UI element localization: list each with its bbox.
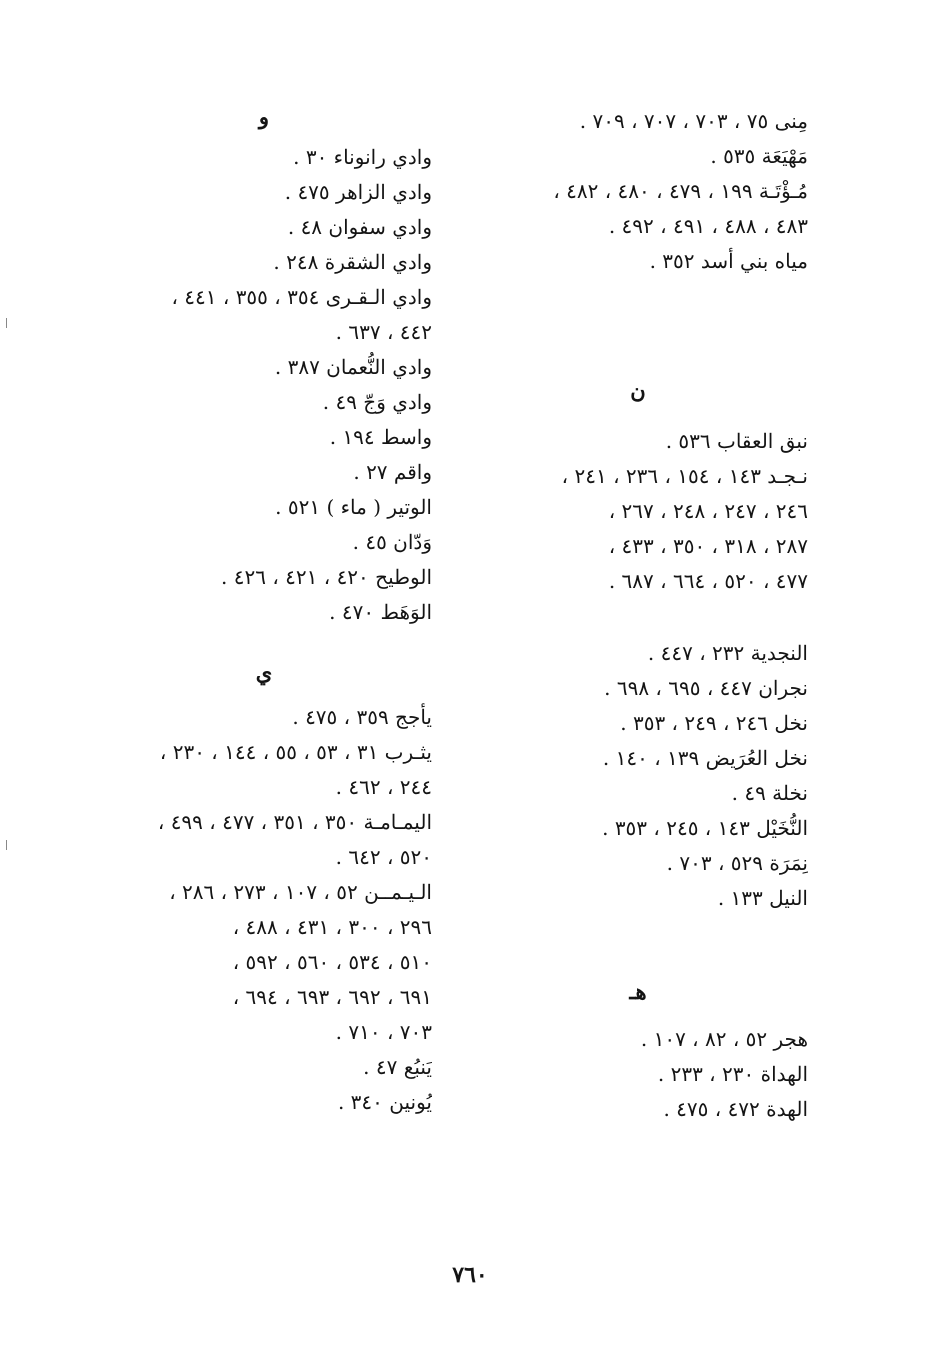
index-entry-line: وادي النُّعمان ٣٨٧ . [274,355,432,379]
index-entry-line: مِنى ٧٥ ، ٧٠٣ ، ٧٠٧ ، ٧٠٩ . [579,109,808,133]
index-entry [96,385,432,420]
index-entry-line: الوَهَط ٤٧٠ . [329,600,432,624]
index-entry-line: الوتير ( ماء ) ٥٢١ . [275,495,432,519]
index-entry-line: وَدّان ٤٥ . [352,530,432,554]
index-entry-line: نِمَرَة ٥٢٩ ، ٧٠٣ . [666,851,808,875]
index-entry-line: الهداة ٢٣٠ ، ٢٣٣ . [657,1062,808,1086]
index-entry [468,636,808,671]
index-entry [96,1050,432,1085]
index-entry [96,700,432,735]
index-entry-line: وادي سفوان ٤٨ . [287,215,432,239]
margin-mark [6,840,7,850]
index-entry-line: مُـؤْتَـة ١٩٩ ، ٤٧٩ ، ٤٨٠ ، ٤٨٢ ، [553,179,808,203]
index-entry [96,875,432,1050]
index-entry-line: نخل ٢٤٦ ، ٢٤٩ ، ٣٥٣ . [620,711,808,735]
index-entry-line: نخلة ٤٩ . [731,781,808,805]
index-entry-line: ٥٢٠ ، ٦٤٢ . [335,845,432,869]
margin-mark [6,318,7,328]
index-entry [96,560,432,595]
entries-nun-continued [468,636,808,916]
index-entry [468,741,808,776]
index-entry-line: اليمـامـة ٣٥٠ ، ٣٥١ ، ٤٧٧ ، ٤٩٩ ، [157,810,432,834]
index-entry [96,805,432,875]
entries-waw [96,140,432,630]
index-entry [96,490,432,525]
index-entry [96,350,432,385]
index-entry [96,245,432,280]
section-letter-ha: هـ [629,979,647,1004]
index-entry [96,595,432,630]
index-entry-line: مَهْيَعَة ٥٣٥ . [710,144,808,168]
index-entry-line: يُونين ٣٤٠ . [337,1090,432,1114]
index-entry-line: وادي الـقـرى ٣٥٤ ، ٣٥٥ ، ٤٤١ ، [171,285,432,309]
index-entry-line: ٤٧٧ ، ٥٢٠ ، ٦٦٤ ، ٦٨٧ . [608,569,808,593]
index-entry [468,811,808,846]
index-entry-line: الـيـمــن ٥٢ ، ١٠٧ ، ٢٧٣ ، ٢٨٦ ، [169,880,432,904]
index-entry-line: نبق العقاب ٥٣٦ . [665,429,808,453]
index-entry-line: ٤٤٢ ، ٦٣٧ . [335,320,432,344]
index-entry-line: ٤٨٣ ، ٤٨٨ ، ٤٩١ ، ٤٩٢ . [608,214,808,238]
index-entry [96,735,432,805]
index-entry-line: واسط ١٩٤ . [329,425,432,449]
index-entry [468,671,808,706]
index-entry [96,525,432,560]
index-entry-line: النُّخَيْل ١٤٣ ، ٢٤٥ ، ٣٥٣ . [602,816,808,840]
entries-ha [468,1022,808,1127]
index-entry [96,420,432,455]
index-entry [468,881,808,916]
section-letter-ya: ي [255,660,273,685]
index-entry-line: نخل العُرَيض ١٣٩ ، ١٤٠ . [602,746,808,770]
index-entry-line: هجر ٥٢ ، ٨٢ ، ١٠٧ . [640,1027,808,1051]
index-entry [96,280,432,350]
section-letter-waw: و [258,104,270,129]
index-entry-line: يثـرب ٣١ ، ٥٣ ، ٥٥ ، ١٤٤ ، ٢٣٠ ، [159,740,432,764]
index-entry [468,104,808,139]
index-entry [468,776,808,811]
index-entry [468,459,808,599]
index-entry-line: ٢٩٦ ، ٣٠٠ ، ٤٣١ ، ٤٨٨ ، [232,915,432,939]
page-number: ٧٦٠ [452,1262,488,1288]
index-entry [468,1092,808,1127]
index-entry-line: ٢٨٧ ، ٣١٨ ، ٣٥٠ ، ٤٣٣ ، [608,534,808,558]
index-entry [96,455,432,490]
index-entry [96,1085,432,1120]
index-entry-line: ٥١٠ ، ٥٣٤ ، ٥٦٠ ، ٥٩٢ ، [232,950,432,974]
index-entry-line: الوطيح ٤٢٠ ، ٤٢١ ، ٤٢٦ . [221,565,432,589]
section-letter-nun: ن [630,378,646,403]
index-entry-line: وادي الشقرة ٢٤٨ . [273,250,432,274]
index-entry-line: النيل ١٣٣ . [717,886,808,910]
entries-nun [468,424,808,599]
index-entry-line: ٦٩١ ، ٦٩٢ ، ٦٩٣ ، ٦٩٤ ، [232,985,432,1009]
index-entry-line: يأجج ٣٥٩ ، ٤٧٥ . [292,705,432,729]
index-entry-line: النجدية ٢٣٢ ، ٤٤٧ . [647,641,808,665]
index-entry-line: وادي الزاهر ٤٧٥ . [284,180,432,204]
index-entry [96,210,432,245]
index-entry [96,140,432,175]
entries-ya [96,700,432,1120]
index-entry [96,175,432,210]
index-entry [468,244,808,279]
index-entry [468,846,808,881]
index-entry-line: الهدة ٤٧٢ ، ٤٧٥ . [663,1097,808,1121]
index-entry-line: يَنبُع ٤٧ . [363,1055,432,1079]
index-entry [468,139,808,174]
index-entry-line: وادي وَجّ ٤٩ . [322,390,432,414]
index-entry [468,706,808,741]
index-entry [468,424,808,459]
index-entry [468,1022,808,1057]
index-entry [468,174,808,244]
index-entry-line: ٢٤٤ ، ٤٦٢ . [335,775,432,799]
index-entry-line: نـجـد ١٤٣ ، ١٥٤ ، ٢٣٦ ، ٢٤١ ، [561,464,808,488]
index-entry-line: ٢٤٦ ، ٢٤٧ ، ٢٤٨ ، ٢٦٧ ، [608,499,808,523]
index-entry-line: نجران ٤٤٧ ، ٦٩٥ ، ٦٩٨ . [604,676,808,700]
entries-mim [468,104,808,279]
index-entry-line: وادي رانوناء ٣٠ . [293,145,432,169]
index-entry [468,1057,808,1092]
index-entry-line: ٧٠٣ ، ٧١٠ . [335,1020,432,1044]
index-entry-line: واقم ٢٧ . [353,460,432,484]
index-entry-line: مياه بني أسد ٣٥٢ . [649,249,808,273]
